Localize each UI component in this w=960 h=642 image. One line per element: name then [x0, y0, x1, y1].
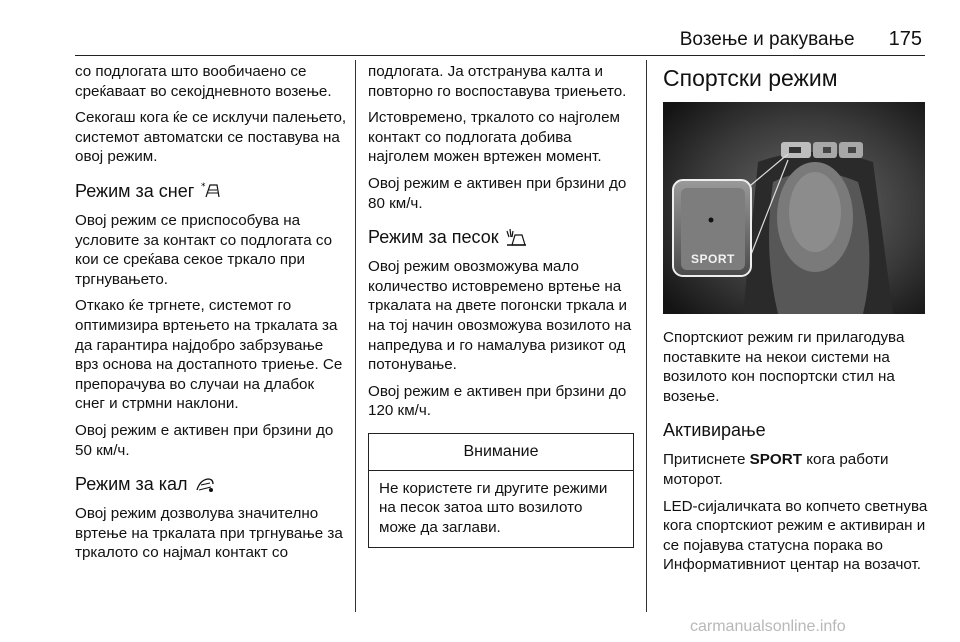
paragraph: Откако ќе тргнете, системот го оптимизира вртењето на тркалата за да гарантира најдобро забрзување врз основа на достапното триење. Се препорачува во случаи на длабок снег и стрмни наклони.: [75, 297, 343, 413]
page-header: [620, 28, 922, 54]
snow-mode-icon: [200, 181, 222, 201]
column-3: [663, 62, 928, 582]
column-divider-1: [355, 60, 356, 612]
header-rule: [75, 55, 925, 56]
heading-text: Режим за песок: [368, 227, 499, 248]
heading-text: Режим за снег: [75, 180, 195, 201]
svg-text:*: *: [201, 181, 206, 192]
paragraph: Спортскиот режим ги прилагодува поставките на некои системи на возилото кон поспортски стил на возење.: [663, 329, 905, 405]
paragraph: Овој режим е активен при брзини до 50 км/ч.: [75, 421, 334, 459]
sport-button-label: SPORT: [691, 252, 735, 266]
section-title: Возење и ракување: [679, 29, 855, 50]
paragraph: Секогаш кога ќе се исклучи палењето, системот автоматски се поставува на овој режим.: [75, 109, 347, 166]
column-divider-2: [646, 60, 647, 612]
heading-sand-mode: [368, 226, 634, 248]
heading-snow-mode: [75, 180, 347, 202]
paragraph: Овој режим овозможува мало количество истовремено вртење на тркалата на двете погонски тркала и на тој начин овозможува возилото на напредува и го намалува ризикот од потонување.: [368, 258, 632, 374]
text-fragment: Притиснете: [663, 451, 750, 469]
paragraph: Овој режим се приспособува на условите за контакт со подлогата со кои се среќава секое тркало при тргнувањето.: [75, 211, 333, 288]
sport-mode-title: Спортски режим: [663, 65, 838, 91]
heading-text: Режим за кал: [75, 474, 188, 495]
heading-mud-mode: [75, 473, 347, 495]
paragraph: подлогата. Ја отстранува калта и повторно го воспоставува триењето.: [368, 63, 627, 100]
notice-body: Не користете ги другите режими на песок затоа што возилото може да заглави.: [379, 479, 608, 536]
paragraph: [663, 450, 928, 489]
mud-mode-icon: [194, 474, 216, 494]
paragraph: Овој режим дозволува значително вртење на тркалата при тргнување за тркалото со најмал контакт со: [75, 505, 343, 562]
paragraph: Истовремено, тркалото со најголем контакт со подлогата добива најголем можен вртежен момент.: [368, 109, 620, 166]
paragraph: Овој режим е активен при брзини до 120 км/ч.: [368, 382, 627, 420]
watermark: carmanualsonline.info: [690, 618, 846, 635]
paragraph: со подлогата што вообичаено се среќаваат во секојдневното возење.: [75, 63, 332, 100]
console-illustration: [663, 102, 925, 314]
sport-button-photo: [663, 102, 925, 314]
notice-box: [368, 433, 634, 548]
sport-key: SPORT: [749, 451, 802, 469]
page-number: 175: [888, 28, 922, 50]
heading-activation: Активирање: [663, 420, 766, 441]
text-fragment: кога работи моторот.: [663, 451, 889, 488]
notice-title: Внимание: [369, 434, 633, 471]
sand-mode-icon: [505, 227, 527, 247]
column-2: [368, 62, 634, 548]
paragraph: LED-сијаличката во копчето светнува кога спортскиот режим е активиран и се појавува статусна порака во Информативниот центар на возачот.: [663, 497, 928, 574]
column-1: [75, 62, 347, 570]
paragraph: Овој режим е активен при брзини до 80 км/ч.: [368, 174, 627, 212]
